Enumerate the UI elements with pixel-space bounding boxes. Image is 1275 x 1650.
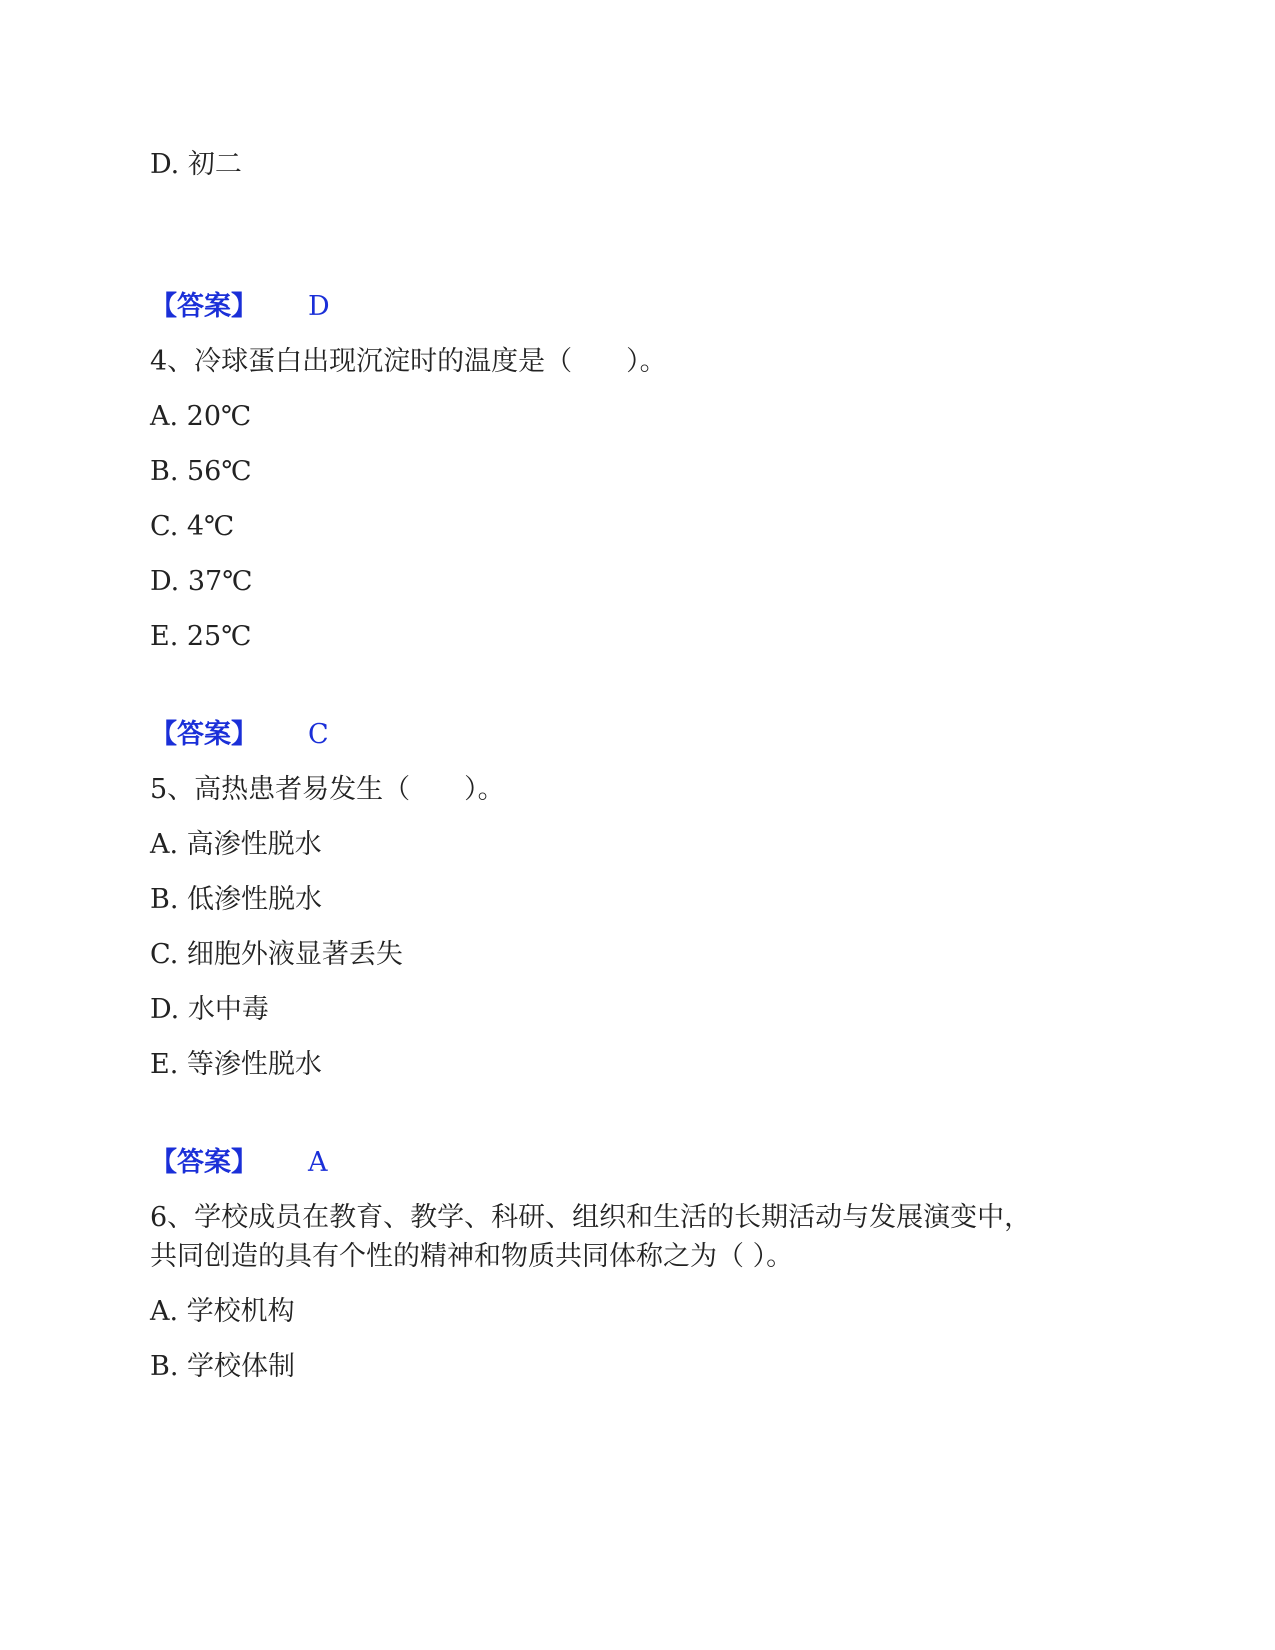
q5-option-a: A. 高渗性脱水 [150,829,322,860]
answer-value: C [308,719,329,750]
q4-question: 4、冷球蛋白出现沉淀时的温度是（ ）。 [150,346,667,377]
q6-question-line2: 共同创造的具有个性的精神和物质共同体称之为（ ）。 [150,1241,794,1272]
q4-answer [150,718,329,752]
q4-option-e: E. 25℃ [150,621,252,652]
answer-label: 【答案】 [150,719,258,750]
q3-answer [150,290,330,324]
q6-option-a: A. 学校机构 [150,1296,295,1327]
q4-option-a: A. 20℃ [150,401,252,432]
q6-question-line1: 6、学校成员在教育、教学、科研、组织和生活的长期活动与发展演变中， [150,1202,1032,1233]
answer-label: 【答案】 [150,291,258,322]
answer-value: D [308,291,330,322]
answer-value: A [308,1147,328,1178]
q6-option-b: B. 学校体制 [150,1351,296,1382]
q5-option-d: D. 水中毒 [150,994,269,1025]
q4-option-d: D. 37℃ [150,566,253,597]
q4-option-c: C. 4℃ [150,511,235,542]
q3-option-d: D. 初二 [150,149,242,180]
q5-question: 5、高热患者易发生（ ）。 [150,774,505,805]
q5-answer [150,1146,328,1180]
answer-label: 【答案】 [150,1147,258,1178]
q5-option-c: C. 细胞外液显著丢失 [150,939,403,970]
q5-option-e: E. 等渗性脱水 [150,1049,322,1080]
q4-option-b: B. 56℃ [150,456,252,487]
q5-option-b: B. 低渗性脱水 [150,884,323,915]
